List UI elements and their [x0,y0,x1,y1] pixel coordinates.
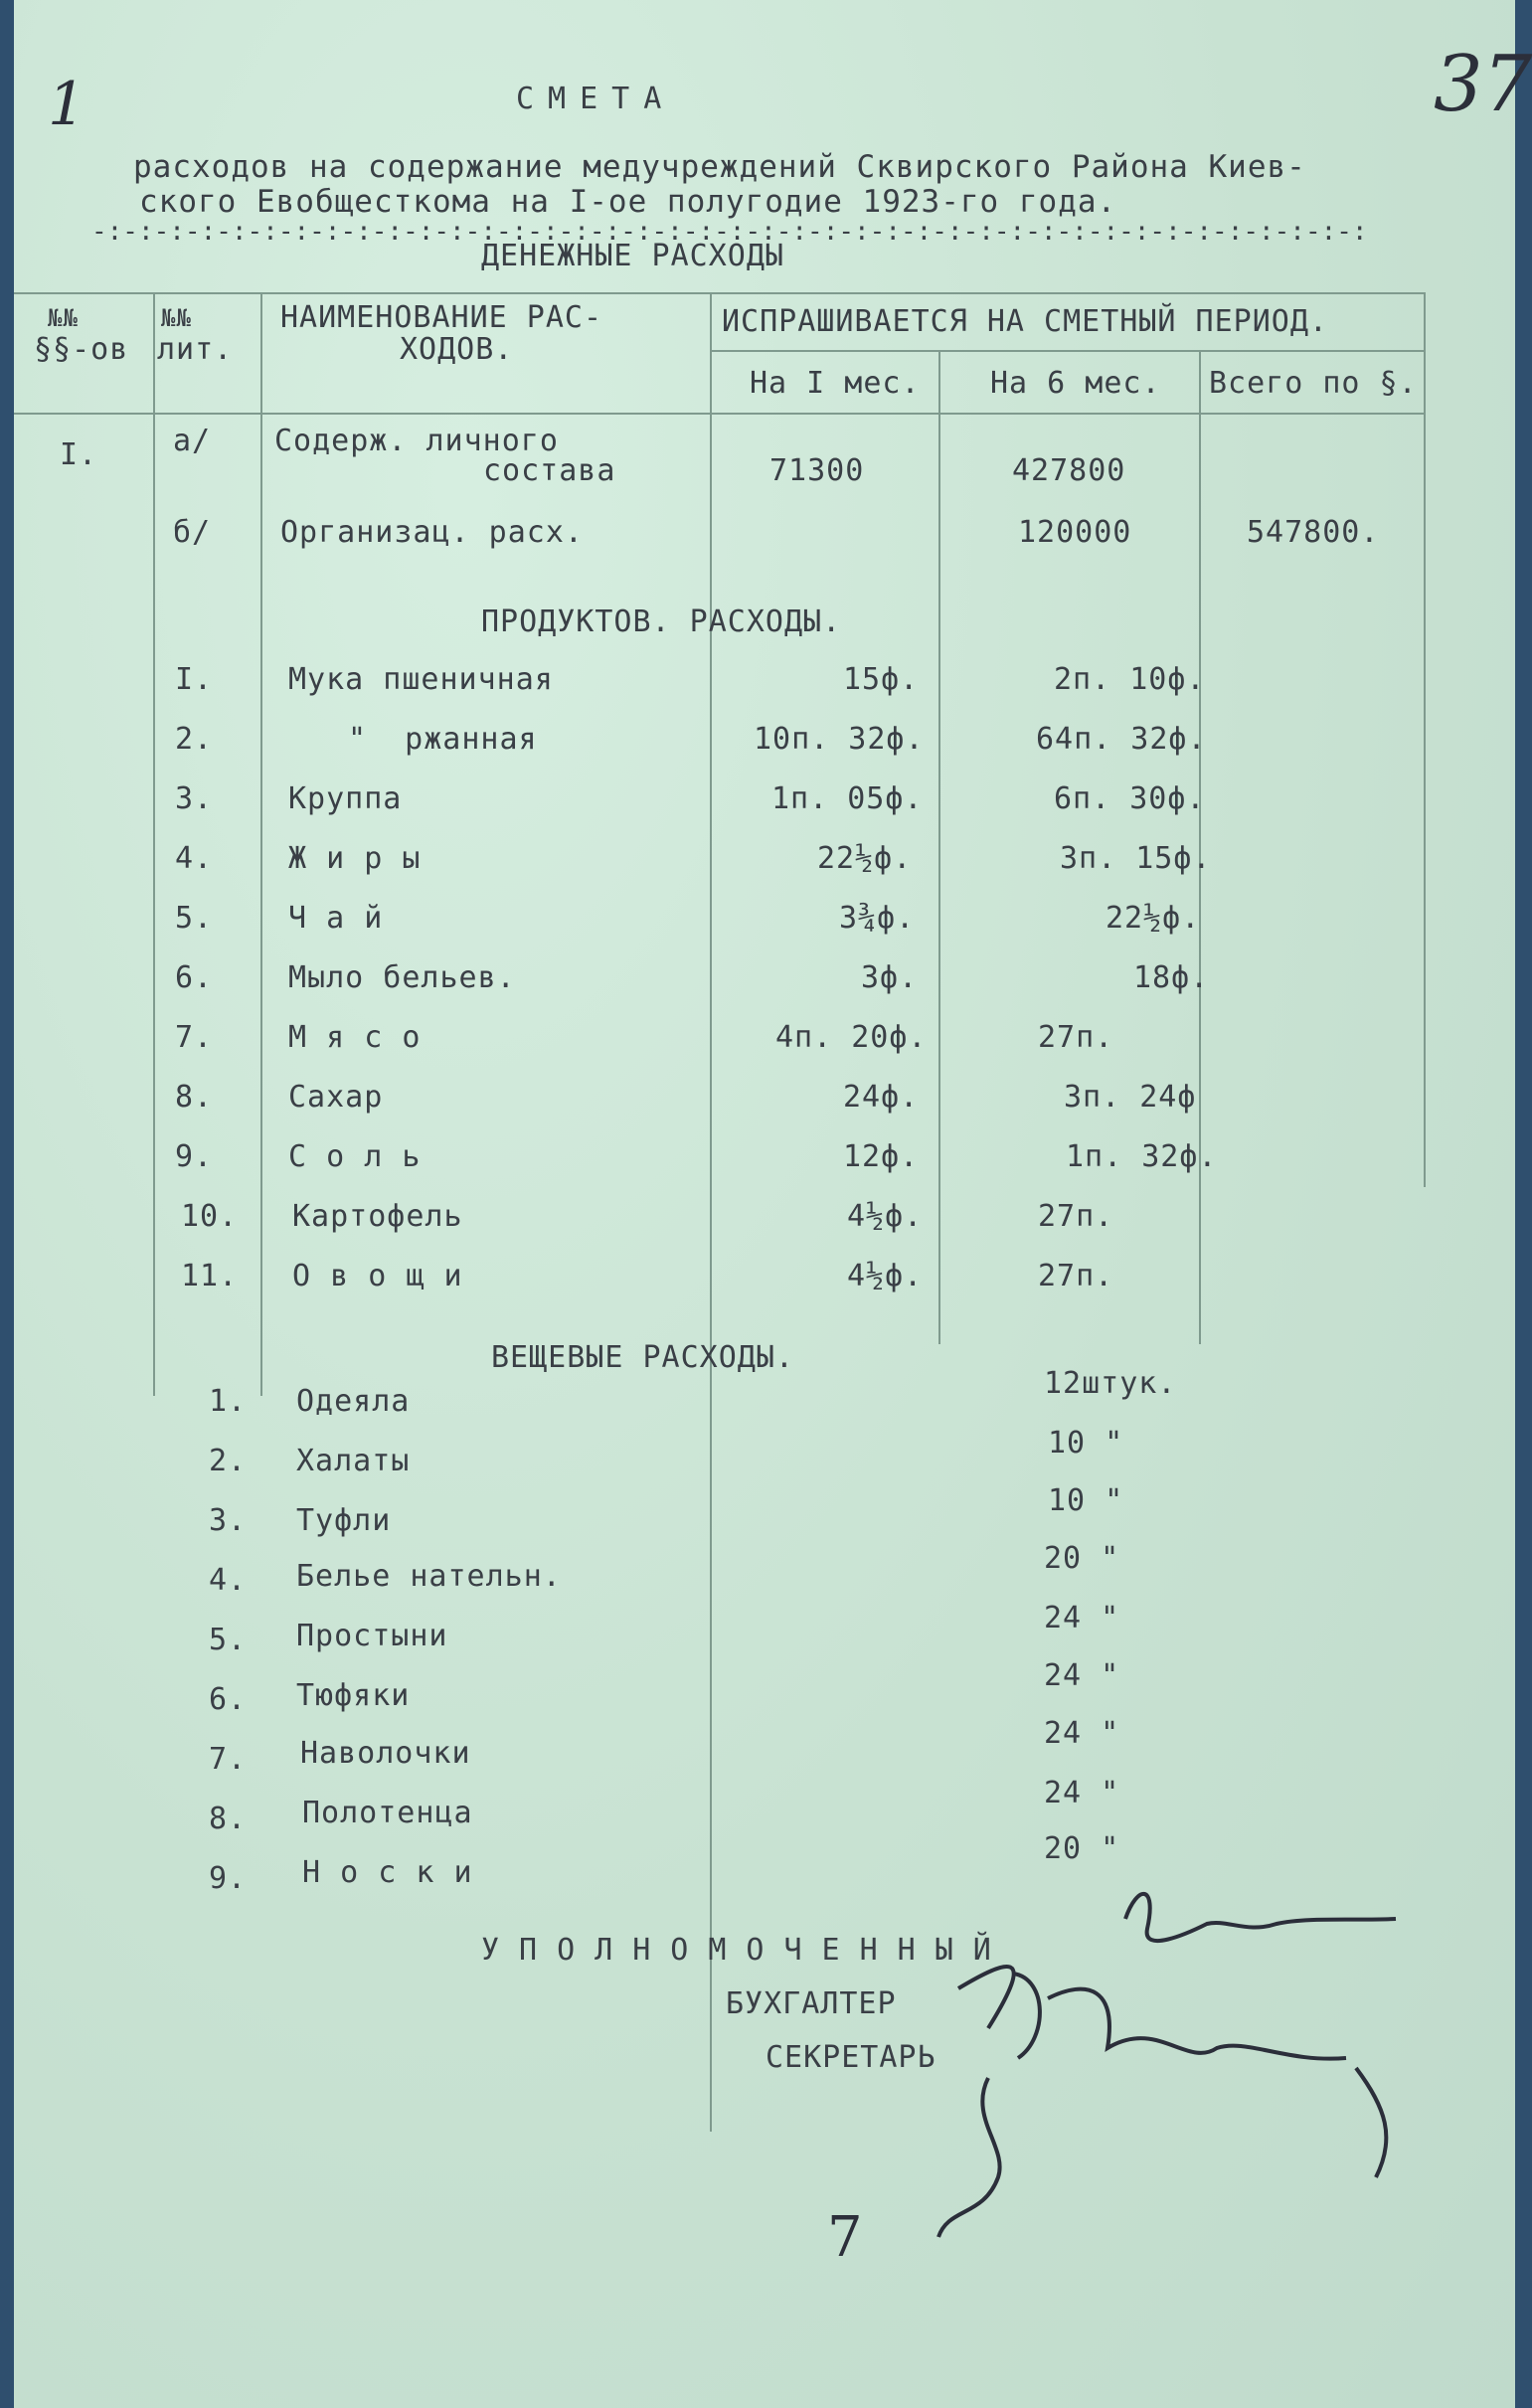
food-row-9-month6: 1п. 32ф. [1066,1139,1218,1174]
goods-row-6-name: Тюфяки [296,1678,411,1713]
section-money-title: ДЕНЕЖНЫЕ РАСХОДЫ [481,239,784,273]
food-row-7-month6: 27п. [1038,1020,1114,1055]
food-row-3-month1: 1п. 05ф. [771,781,924,816]
document-title: СМЕТА [516,82,676,116]
period-header: ИСПРАШИВАЕТСЯ НА СМЕТНЫЙ ПЕРИОД. [722,304,1328,339]
money-row-1-month1: 71300 [769,453,865,488]
goods-row-8-name: Полотенца [302,1796,473,1830]
goods-row-2-num: 2. [209,1444,248,1478]
food-row-3-month6: 6п. 30ф. [1054,781,1206,816]
signature-secretary-label: СЕКРЕТАРЬ [766,2040,936,2075]
goods-row-3-qty: 10 " [1048,1483,1124,1518]
goods-row-1-name: Одеяла [296,1384,411,1419]
document-subtitle-line1: расходов на содержание медучреждений Сквирского Района Киев- [133,149,1306,185]
food-row-5-month6: 22½ф. [1106,901,1201,936]
page-number: 37 [1434,40,1532,129]
goods-row-7-name: Наволочки [300,1736,471,1771]
food-row-4-name: Ж и р ы [288,841,422,876]
food-row-10-num: 10. [181,1199,239,1234]
goods-row-8-num: 8. [209,1802,248,1836]
food-row-11-num: 11. [181,1259,239,1293]
food-row-6-num: 6. [175,960,214,995]
food-row-11-month1: 4½ф. [847,1259,924,1293]
handwritten-mark: 1 [48,70,86,139]
food-row-4-month1: 22½ф. [817,841,913,876]
goods-row-9-qty: 20 " [1044,1831,1120,1866]
food-row-9-num: 9. [175,1139,214,1174]
col-lit-header-top: №№ [161,304,192,332]
month1-header: На I мес. [750,366,921,401]
col-name-header-line1: НАИМЕНОВАНИЕ РАС- [280,300,603,335]
goods-row-7-qty: 24 " [1044,1716,1120,1751]
money-row-1-par: I. [60,437,98,472]
goods-row-3-name: Туфли [296,1503,392,1538]
food-row-11-month6: 27п. [1038,1259,1114,1293]
food-row-3-num: 3. [175,781,214,816]
goods-row-7-num: 7. [209,1742,248,1777]
food-row-10-name: Картофель [292,1199,463,1234]
food-row-1-num: I. [175,662,214,697]
food-row-2-name: " ржанная [348,722,538,757]
food-row-1-month6: 2п. 10ф. [1054,662,1206,697]
food-row-7-num: 7. [175,1020,214,1055]
food-row-8-num: 8. [175,1080,214,1115]
food-row-6-name: Мыло бельев. [288,960,516,995]
food-row-6-month6: 18ф. [1133,960,1210,995]
col-name-header-line2: ХОДОВ. [400,332,514,367]
food-row-5-month1: 3¾ф. [839,901,916,936]
document-subtitle-line2: ского Евобщесткома на I-ое полугодие 1923-го года. [139,184,1117,220]
food-row-1-month1: 15ф. [843,662,920,697]
goods-row-4-name: Белье нательн. [296,1559,562,1594]
money-row-2-name: Организац. расх. [280,515,584,550]
goods-row-6-num: 6. [209,1682,248,1717]
goods-row-5-qty: 24 " [1044,1601,1120,1635]
money-row-1-name-cont: состава [483,453,616,488]
money-row-1-name: Содерж. личного [274,424,559,458]
section-goods-title: ВЕЩЕВЫЕ РАСХОДЫ. [491,1340,794,1375]
goods-row-2-qty: 10 " [1048,1426,1124,1461]
goods-row-5-num: 5. [209,1623,248,1657]
goods-row-9-name: Н о с к и [302,1855,473,1890]
header-divider: -:-:-:-:-:-:-:-:-:-:-:-:-:-:-:-:-:-:-:-:-:-:-:-:-:-:-:-:-:-:-:-:-:-:-:-:-:-:-:-:-: [91,217,1368,247]
food-row-2-month6: 64п. 32ф. [1036,722,1207,757]
food-row-4-month6: 3п. 15ф. [1060,841,1212,876]
food-row-9-month1: 12ф. [843,1139,920,1174]
food-row-6-month1: 3ф. [861,960,919,995]
money-row-2-lit: б/ [173,515,212,550]
goods-row-4-qty: 20 " [1044,1541,1120,1576]
goods-row-5-name: Простыни [296,1619,448,1653]
col-par-header-top: №№ [48,304,79,332]
goods-row-6-qty: 24 " [1044,1658,1120,1693]
food-row-10-month1: 4½ф. [847,1199,924,1234]
money-row-2-total: 547800. [1247,515,1380,550]
food-row-1-name: Мука пшеничная [288,662,554,697]
food-row-8-name: Сахар [288,1080,384,1115]
document-sheet [14,0,1532,2408]
signature-authorized-label: УПОЛНОМОЧЕННЫЙ [481,1933,1011,1968]
col-lit-header: лит. [157,332,234,367]
footer-mark: 7 [827,2205,863,2270]
food-row-8-month1: 24ф. [843,1080,920,1115]
food-row-2-num: 2. [175,722,214,757]
food-row-3-name: Круппа [288,781,403,816]
total-header: Всего по §. [1209,366,1418,401]
food-row-9-name: С о л ь [288,1139,422,1174]
signature-accountant-label: БУХГАЛТЕР [726,1986,897,2021]
col-par-header: §§-ов [34,332,129,367]
food-row-5-num: 5. [175,901,214,936]
food-row-7-month1: 4п. 20ф. [775,1020,928,1055]
money-row-2-month6: 120000 [1018,515,1132,550]
goods-row-1-num: 1. [209,1384,248,1419]
food-row-10-month6: 27п. [1038,1199,1114,1234]
handwritten-signatures [14,0,1515,2408]
goods-row-4-num: 4. [209,1563,248,1598]
goods-row-1-qty: 12штук. [1044,1366,1177,1401]
food-row-5-name: Ч а й [288,901,384,936]
food-row-2-month1: 10п. 32ф. [754,722,925,757]
money-row-1-lit: а/ [173,424,212,458]
food-row-7-name: М я с о [288,1020,422,1055]
food-row-4-num: 4. [175,841,214,876]
goods-row-3-num: 3. [209,1503,248,1538]
goods-row-9-num: 9. [209,1861,248,1896]
food-row-8-month6: 3п. 24ф [1064,1080,1197,1115]
section-food-title: ПРОДУКТОВ. РАСХОДЫ. [481,604,842,639]
food-row-11-name: О в о щ и [292,1259,463,1293]
money-row-1-month6: 427800 [1012,453,1126,488]
goods-row-8-qty: 24 " [1044,1776,1120,1810]
month6-header: На 6 мес. [990,366,1161,401]
goods-row-2-name: Халаты [296,1444,411,1478]
